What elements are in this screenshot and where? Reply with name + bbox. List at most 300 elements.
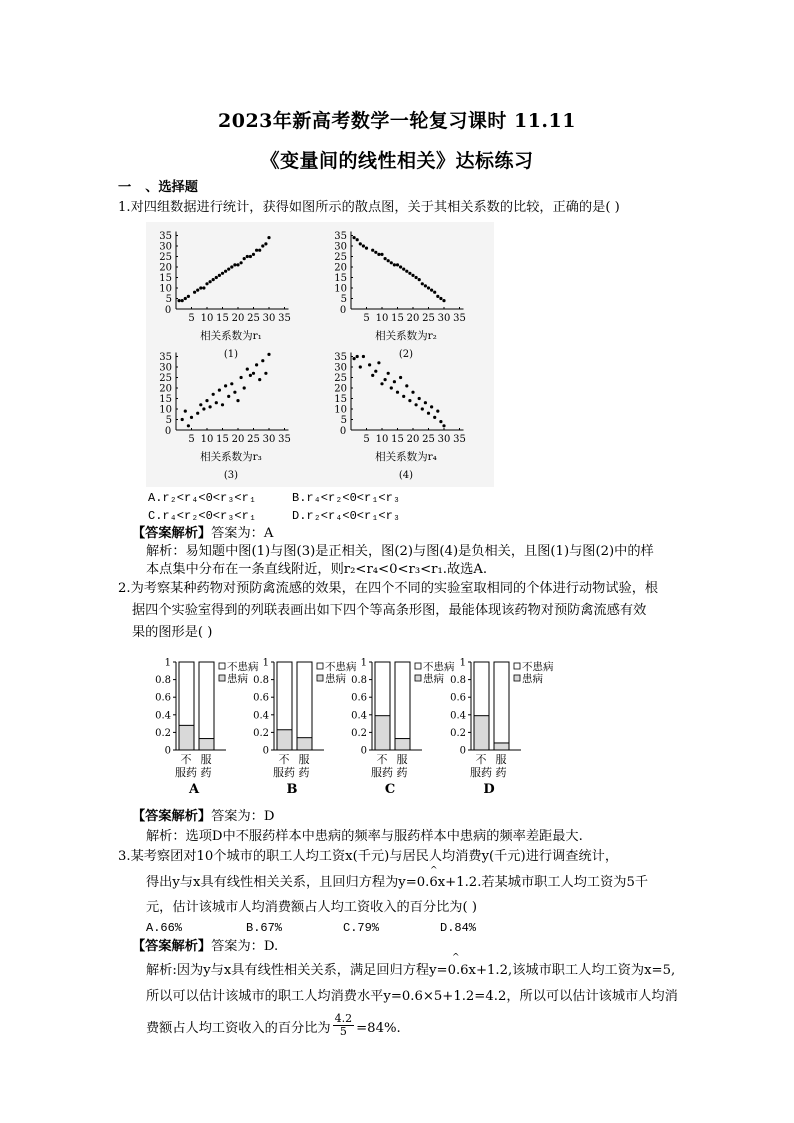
x-label-top: 服 (200, 753, 212, 766)
x-tick-label: 30 (437, 313, 451, 324)
data-point (193, 291, 196, 294)
legend-sick: 患病 (325, 673, 346, 685)
data-point (258, 249, 261, 252)
data-point (402, 268, 405, 271)
bar-sick (494, 743, 509, 750)
q3-explanation-line1: 解析:因为y与x具有线性相关关系，满足回归方程y=0.6x+1.2,该城市职工人均工资为x=5, (146, 963, 676, 978)
data-point (240, 376, 243, 379)
x-label-bottom: 服药 (273, 766, 295, 779)
q3-option-d: D.84% (440, 921, 477, 935)
y-tick-label: 35 (334, 231, 347, 242)
data-point (439, 420, 442, 423)
data-point (359, 365, 362, 368)
q3-stem-line2: 得出y与x具有线性相关关系，且回归方程为y=0.6x+1.2.若某城市职工人均工资为5千 (146, 875, 649, 890)
legend-not-sick: 不患病 (423, 661, 455, 673)
data-point (184, 410, 187, 413)
y-tick-label: 25 (334, 252, 347, 263)
y-tick-label: 15 (334, 394, 347, 405)
y-tick-label: 0.4 (155, 710, 171, 722)
x-label-top: 服 (396, 753, 408, 766)
x-tick-label: 25 (247, 434, 260, 445)
y-tick-label: 10 (159, 283, 172, 295)
q1-explanation-line1: 解析：易知题中图(1)与图(3)是正相关，图(2)与图(4)是负相关，且图(1)与图(2)中的样 (146, 544, 654, 559)
x-tick-label: 30 (437, 434, 451, 445)
x-tick-label: 30 (262, 313, 276, 324)
bar-not-sick (494, 662, 509, 750)
data-point (205, 282, 208, 285)
data-point (215, 401, 218, 404)
data-point (252, 372, 255, 375)
bar-sick (474, 716, 489, 750)
legend-swatch-sick (514, 675, 520, 681)
y-tick-label: 25 (159, 252, 172, 263)
y-tick-label: 15 (159, 394, 172, 405)
y-tick-label: 0.4 (253, 710, 269, 722)
data-point (356, 238, 359, 241)
legend-swatch-not-sick (415, 663, 421, 669)
data-point (405, 384, 408, 387)
q3-fraction (333, 1013, 355, 1038)
y-tick-label: 10 (159, 404, 172, 416)
chart-title: D (483, 782, 495, 797)
data-point (224, 270, 227, 273)
chart-title: C (384, 782, 396, 797)
tick-label: 0 (339, 426, 347, 437)
q3-option-b: B.67% (246, 921, 283, 935)
x-tick-label: 15 (391, 313, 404, 324)
q1-answer-tag: 【答案解析】 (132, 526, 212, 541)
q1-option-a: A.r₂<r₄<0<r₃<r₁ (148, 491, 257, 505)
scatter-plots (146, 222, 494, 487)
y-tick-label: 0.6 (155, 692, 171, 704)
data-point (399, 265, 402, 268)
y-tick-label: 35 (159, 231, 172, 242)
data-point (374, 370, 377, 373)
scatter-figure (146, 222, 494, 487)
bar-chart-D (450, 658, 554, 798)
data-point (362, 355, 365, 358)
data-point (233, 391, 236, 394)
data-point (221, 272, 224, 275)
x-tick-label: 10 (375, 313, 389, 324)
y-tick-label: 30 (334, 241, 347, 253)
y-tick-label: 20 (159, 262, 172, 274)
y-tick-label: 20 (159, 383, 172, 395)
data-point (421, 407, 424, 410)
data-point (218, 274, 221, 277)
bar-sick (277, 730, 292, 750)
data-point (249, 374, 252, 377)
chart-title: A (188, 782, 200, 797)
y-tick-label: 20 (334, 262, 347, 274)
data-point (377, 361, 380, 364)
data-point (418, 397, 421, 400)
x-label-top: 不 (278, 753, 290, 766)
q3-answer (132, 938, 278, 956)
scatter-caption: 相关系数为r₁ (200, 330, 262, 342)
data-point (353, 236, 356, 239)
data-point (264, 242, 267, 245)
data-point (402, 395, 405, 398)
data-point (411, 391, 414, 394)
q2-answer-text: 答案为：D (211, 809, 275, 824)
data-point (436, 410, 439, 413)
data-point (199, 403, 202, 406)
legend-sick: 患病 (423, 673, 444, 685)
y-tick-label: 0 (164, 745, 171, 757)
x-tick-label: 15 (216, 313, 229, 324)
y-tick-label: 10 (334, 283, 347, 295)
data-point (390, 261, 393, 264)
page-subtitle: 《变量间的线性相关》达标练习 (260, 150, 534, 172)
q1-option-d: D.r₂<r₄<0<r₁<r₃ (292, 509, 401, 523)
data-point (178, 299, 181, 302)
q3-explanation-pre: 费额占人均工资收入的百分比为 (146, 1021, 331, 1036)
q3-hat-mark-1: ^ (430, 866, 438, 876)
q2-stem-line2: 据四个实验室得到的列联表画出如下四个等高条形图，最能体现该药物对预防禽流感有效 (132, 603, 647, 618)
data-point (249, 255, 252, 258)
y-tick-label: 0.6 (253, 692, 269, 704)
x-tick-label: 15 (391, 434, 404, 445)
x-label-top: 不 (180, 753, 192, 766)
tick-label: 0 (339, 305, 347, 316)
data-point (230, 382, 233, 385)
q3-explanation-post: =84%. (356, 1021, 401, 1036)
y-tick-label: 5 (340, 415, 347, 426)
data-point (187, 424, 190, 427)
scatter-plot-1 (159, 231, 291, 360)
data-point (371, 249, 374, 252)
legend-sick: 患病 (227, 673, 248, 685)
x-tick-label: 25 (247, 313, 260, 324)
y-tick-label: 30 (159, 362, 172, 374)
data-point (430, 405, 433, 408)
y-tick-label: 0.8 (155, 675, 171, 687)
q2-stem-line1: 2.为考察某种药物对预防禽流感的效果，在四个不同的实验室取相同的个体进行动物试验，根 (118, 581, 659, 596)
y-tick-label: 0.2 (450, 727, 466, 739)
y-tick-label: 0.2 (155, 727, 171, 739)
y-tick-label: 0 (360, 745, 367, 757)
data-point (205, 399, 208, 402)
y-tick-label: 5 (165, 294, 172, 305)
section-heading (118, 179, 198, 197)
data-point (236, 399, 239, 402)
data-point (356, 355, 359, 358)
data-point (218, 389, 221, 392)
legend-not-sick: 不患病 (522, 661, 554, 673)
data-point (353, 357, 356, 360)
scatter-label: (2) (398, 349, 414, 360)
data-point (387, 259, 390, 262)
bar-sick (395, 739, 410, 750)
q2-answer-tag: 【答案解析】 (132, 809, 212, 824)
bar-chart-A (155, 658, 259, 798)
x-tick-label: 20 (231, 313, 245, 324)
data-point (405, 270, 408, 273)
data-point (380, 382, 383, 385)
data-point (202, 286, 205, 289)
x-tick-label: 20 (406, 434, 420, 445)
x-tick-label: 20 (406, 313, 420, 324)
data-point (442, 299, 445, 302)
data-point (190, 416, 193, 419)
bar-chart-C (351, 658, 455, 798)
data-point (390, 386, 393, 389)
scatter-plot-2 (334, 231, 466, 360)
data-point (387, 372, 390, 375)
page-title: 2023年新高考数学一轮复习课时 11.11 (218, 110, 576, 132)
chart-title: B (286, 782, 298, 797)
q3-option-a: A.66% (146, 921, 183, 935)
bar-sick (199, 739, 214, 750)
bar-sick (297, 738, 312, 750)
x-label-bottom: 服药 (175, 766, 197, 779)
data-point (433, 291, 436, 294)
y-tick-label: 30 (334, 362, 347, 374)
data-point (246, 368, 249, 371)
data-point (227, 395, 230, 398)
x-label-top: 不 (376, 753, 388, 766)
data-point (252, 253, 255, 256)
q1-explanation-line2: 本点集中分布在一条直线附近，则r₂<r₄<0<r₃<r₁.故选A. (146, 562, 488, 577)
data-point (442, 424, 445, 427)
data-point (424, 401, 427, 404)
y-tick-label: 0.6 (351, 692, 367, 704)
data-point (439, 297, 442, 300)
y-tick-label: 20 (334, 383, 347, 395)
data-point (436, 295, 439, 298)
data-point (393, 380, 396, 383)
x-tick-label: 5 (363, 434, 370, 445)
data-point (221, 403, 224, 406)
data-point (384, 378, 387, 381)
data-point (424, 284, 427, 287)
data-point (196, 412, 199, 415)
q2-answer (132, 808, 274, 826)
data-point (233, 263, 236, 266)
data-point (359, 242, 362, 245)
data-point (408, 272, 411, 275)
data-point (236, 263, 239, 266)
y-tick-label: 0.4 (450, 710, 466, 722)
y-tick-label: 0.2 (253, 727, 269, 739)
q3-answer-tag: 【答案解析】 (132, 939, 212, 954)
scatter-caption: 相关系数为r₄ (375, 451, 437, 463)
q3-stem-line1: 3.某考察团对10个城市的职工人均工资x(千元)与居民人均消费y(千元)进行调查统计， (118, 849, 619, 864)
data-point (243, 257, 246, 260)
x-tick-label: 25 (422, 434, 435, 445)
x-label-bottom: 服药 (470, 766, 492, 779)
q3-fraction-denominator: 5 (339, 1025, 347, 1038)
data-point (433, 416, 436, 419)
scatter-label: (3) (223, 470, 239, 481)
q3-answer-text: 答案为：D. (211, 939, 279, 954)
data-point (202, 407, 205, 410)
data-point (380, 253, 383, 256)
x-tick-label: 10 (375, 434, 389, 445)
x-label-bottom: 药 (495, 766, 507, 779)
y-tick-label: 35 (159, 352, 172, 363)
legend-not-sick: 不患病 (227, 661, 259, 673)
data-point (240, 261, 243, 264)
q1-option-b: B.r₄<r₂<0<r₁<r₃ (292, 491, 401, 505)
x-label-top: 服 (495, 753, 507, 766)
scatter-label: (4) (398, 470, 414, 481)
y-tick-label: 0.8 (351, 675, 367, 687)
x-tick-label: 5 (188, 434, 195, 445)
data-point (181, 418, 184, 421)
q3-explanation-line2: 所以可以估计该城市的职工人均消费水平y=0.6×5+1.2=4.2，所以可以估计该城市人均消 (146, 989, 678, 1004)
x-label-bottom: 服药 (371, 766, 393, 779)
section-number: 一 (118, 180, 132, 195)
x-tick-label: 30 (262, 434, 276, 445)
q1-option-c: C.r₄<r₂<0<r₃<r₁ (148, 509, 257, 523)
section-label: 、选择题 (145, 180, 198, 195)
legend-swatch-sick (317, 675, 323, 681)
tick-label: 0 (164, 426, 172, 437)
scatter-caption: 相关系数为r₂ (375, 330, 437, 342)
y-tick-label: 15 (159, 273, 172, 284)
data-point (427, 286, 430, 289)
x-tick-label: 25 (422, 313, 435, 324)
data-point (230, 265, 233, 268)
legend-swatch-not-sick (219, 663, 225, 669)
data-point (384, 257, 387, 260)
data-point (267, 353, 270, 356)
scatter-label: (1) (223, 349, 239, 360)
data-point (371, 374, 374, 377)
x-tick-label: 5 (363, 313, 370, 324)
y-tick-label: 0 (262, 745, 269, 757)
q3-explanation-line3 (146, 1012, 401, 1041)
x-tick-label: 10 (200, 313, 214, 324)
data-point (209, 280, 212, 283)
x-tick-label: 35 (453, 434, 466, 445)
data-point (415, 403, 418, 406)
scatter-caption: 相关系数为r₃ (200, 451, 262, 463)
data-point (261, 359, 264, 362)
x-tick-label: 35 (453, 313, 466, 324)
q3-stem-line3: 元，估计该城市人均消费额占人均工资收入的百分比为( ) (146, 900, 477, 915)
q3-option-c: C.79% (343, 921, 380, 935)
q2-explanation: 解析：选项D中不服药样本中患病的频率与服药样本中患病的频率差距最大. (146, 829, 583, 844)
bar-sick (375, 716, 390, 750)
q3-hat-mark-2: ^ (452, 953, 460, 963)
data-point (212, 278, 215, 281)
data-point (396, 263, 399, 266)
data-point (184, 297, 187, 300)
y-tick-label: 0.8 (450, 675, 466, 687)
bar-chart-B (253, 658, 357, 798)
x-tick-label: 20 (231, 434, 245, 445)
y-tick-label: 1 (164, 657, 171, 669)
tick-label: 0 (164, 305, 172, 316)
y-tick-label: 0.2 (351, 727, 367, 739)
y-tick-label: 15 (334, 273, 347, 284)
data-point (261, 244, 264, 247)
x-tick-label: 15 (216, 434, 229, 445)
legend-swatch-sick (219, 675, 225, 681)
legend-sick: 患病 (522, 673, 543, 685)
y-tick-label: 0.6 (450, 692, 466, 704)
data-point (427, 412, 430, 415)
data-point (196, 289, 199, 292)
bar-sick (179, 725, 194, 750)
legend-swatch-sick (415, 675, 421, 681)
y-tick-label: 1 (459, 657, 466, 669)
data-point (181, 299, 184, 302)
data-point (255, 363, 258, 366)
q1-answer (132, 525, 273, 543)
data-point (393, 263, 396, 266)
data-point (227, 268, 230, 271)
data-point (246, 255, 249, 258)
data-point (374, 251, 377, 254)
data-point (377, 253, 380, 256)
data-point (362, 244, 365, 247)
y-tick-label: 1 (360, 657, 367, 669)
legend-not-sick: 不患病 (325, 661, 357, 673)
y-tick-label: 25 (159, 373, 172, 384)
y-tick-label: 5 (165, 415, 172, 426)
scatter-plot-4 (334, 352, 466, 481)
data-point (255, 249, 258, 252)
data-point (396, 391, 399, 394)
scatter-plot-3 (159, 352, 291, 481)
legend-swatch-not-sick (317, 663, 323, 669)
data-point (212, 393, 215, 396)
bar-not-sick (395, 662, 410, 750)
data-point (199, 286, 202, 289)
x-tick-label: 5 (188, 313, 195, 324)
bar-not-sick (199, 662, 214, 750)
data-point (408, 399, 411, 402)
data-point (258, 378, 261, 381)
data-point (368, 363, 371, 366)
y-tick-label: 30 (159, 241, 172, 253)
data-point (415, 276, 418, 279)
bar-charts (140, 650, 600, 800)
data-point (224, 384, 227, 387)
data-point (418, 278, 421, 281)
y-tick-label: 35 (334, 352, 347, 363)
data-point (411, 274, 414, 277)
y-tick-label: 0.4 (351, 710, 367, 722)
y-tick-label: 10 (334, 404, 347, 416)
q2-stem-line3: 果的图形是( ) (132, 625, 213, 640)
data-point (209, 405, 212, 408)
data-point (187, 295, 190, 298)
q3-fraction-numerator: 4.2 (334, 1012, 353, 1025)
y-tick-label: 25 (334, 373, 347, 384)
x-label-bottom: 药 (396, 766, 408, 779)
y-tick-label: 0.8 (253, 675, 269, 687)
q1-answer-text: 答案为：A (211, 526, 274, 541)
data-point (264, 372, 267, 375)
data-point (243, 386, 246, 389)
y-tick-label: 5 (340, 294, 347, 305)
legend-swatch-not-sick (514, 663, 520, 669)
q1-stem: 1.对四组数据进行统计，获得如图所示的散点图，关于其相关系数的比较，正确的是( ) (118, 200, 620, 215)
x-tick-label: 10 (200, 434, 214, 445)
data-point (215, 276, 218, 279)
x-tick-label: 35 (278, 434, 291, 445)
data-point (399, 376, 402, 379)
data-point (430, 289, 433, 292)
data-point (365, 247, 368, 250)
y-tick-label: 1 (262, 657, 269, 669)
data-point (421, 282, 424, 285)
